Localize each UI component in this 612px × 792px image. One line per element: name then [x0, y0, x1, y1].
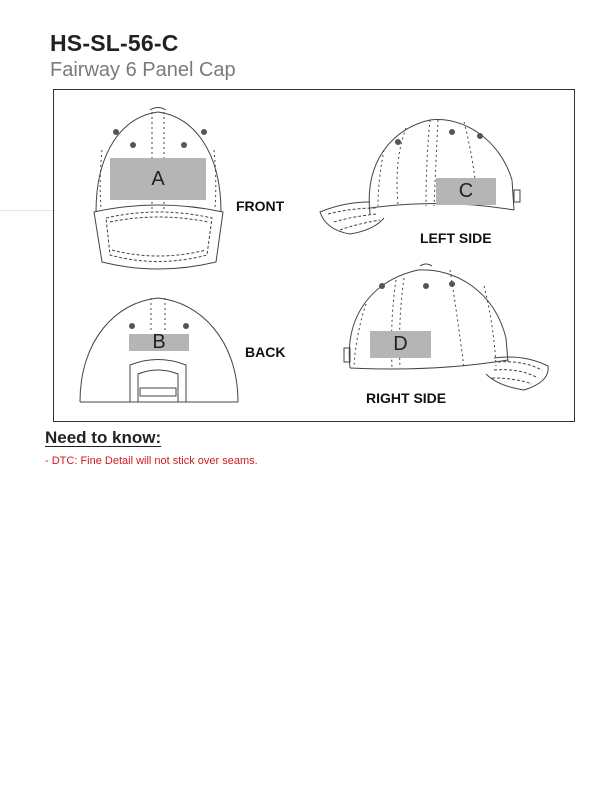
zone-d: [370, 331, 431, 358]
need-to-know-heading: Need to know:: [45, 428, 162, 447]
zone-b-label: B: [152, 331, 166, 353]
margin-line: [0, 210, 55, 211]
zone-a-label: A: [151, 167, 165, 190]
view-label-front: FRONT: [236, 198, 285, 214]
cap-right-side-drawing: [344, 264, 548, 390]
note-item: - DTC: Fine Detail will not stick over seams.: [45, 455, 258, 467]
cap-drawings: [54, 90, 576, 423]
zone-c: [436, 178, 496, 205]
product-code: HS-SL-56-C: [50, 30, 179, 56]
view-label-right-side: RIGHT SIDE: [366, 390, 447, 406]
zone-a: [110, 158, 206, 200]
zone-b: [129, 331, 189, 353]
zone-c-label: C: [458, 180, 474, 202]
zone-d-label: D: [393, 333, 408, 355]
product-name: Fairway 6 Panel Cap: [50, 59, 236, 81]
view-label-back: BACK: [245, 344, 286, 360]
cap-left-side-drawing: [320, 120, 520, 234]
view-label-left-side: LEFT SIDE: [420, 230, 492, 246]
decoration-placement-frame: [53, 89, 575, 422]
